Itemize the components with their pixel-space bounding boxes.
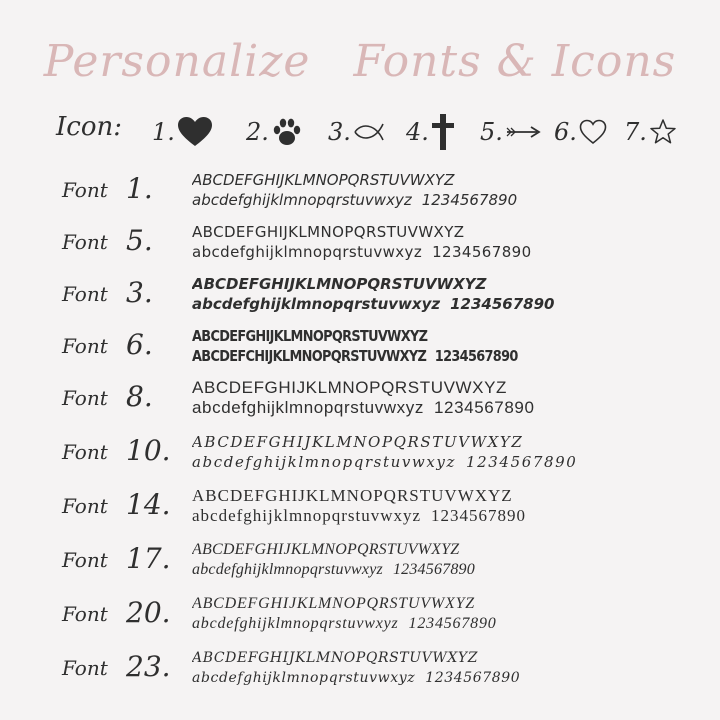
font-number: 23. [126, 650, 171, 683]
icon-option-1[interactable] [152, 110, 213, 154]
font-sample [192, 326, 629, 366]
arrow-icon [505, 124, 541, 140]
icon-option-2[interactable] [246, 110, 303, 154]
sample-digits: 1234567890 [431, 506, 527, 525]
icon-number: 1. [152, 118, 175, 146]
icon-number: 5. [480, 118, 503, 146]
sample-lowercase: abcdefghijklmnopqrstuvwxyz [192, 398, 424, 417]
icon-option-5[interactable] [480, 110, 541, 154]
font-label: Font [62, 602, 108, 626]
font-row-20[interactable] [60, 594, 700, 648]
sample-lowercase: abcdefghijklmnopqrstuvwxyz [192, 670, 416, 686]
sample-digits: 1234567890 [466, 453, 578, 471]
sample-digits: 1234567890 [432, 243, 532, 261]
sample-digits: 1234567890 [421, 191, 518, 209]
font-number: 17. [126, 542, 171, 575]
font-label: Font [62, 282, 108, 306]
font-label: Font [62, 656, 108, 680]
font-number: 10. [126, 434, 171, 467]
font-number: 1. [126, 172, 153, 205]
sample-lowercase: abcdefghijklmnopqrstuvwxyz [192, 191, 412, 209]
font-number: 6. [126, 328, 153, 361]
title-word-fonts-icons: Fonts & Icons [353, 36, 677, 87]
font-number: 8. [126, 380, 153, 413]
font-row-5[interactable] [60, 222, 700, 276]
font-sample [192, 540, 700, 580]
font-label: Font [62, 548, 108, 572]
sample-uppercase: ABCDEFGHIJKLMNOPQRSTUVWXYZ [192, 378, 508, 397]
font-sample [192, 486, 700, 526]
font-number: 20. [126, 596, 171, 629]
font-label: Font [62, 230, 108, 254]
sample-uppercase: ABCDEFGHIJKLMNOPQRSTUVWXYZ [192, 327, 428, 345]
cross-icon [431, 113, 455, 151]
font-label: Font [62, 440, 108, 464]
icon-option-6[interactable] [554, 110, 607, 154]
icon-option-3[interactable] [328, 110, 391, 154]
sample-lowercase: ABCDEFCHIJKLMNOPQRSTUVWXYZ [192, 347, 427, 365]
sample-digits: 1234567890 [434, 347, 518, 365]
font-sample [192, 378, 700, 418]
font-sample [192, 648, 700, 688]
font-sample [192, 222, 700, 262]
title-word-personalize: Personalize [43, 36, 311, 87]
icon-number: 6. [554, 118, 577, 146]
sample-uppercase: ABCDEFGHIJKLMNOPQRSTUVWXYZ [192, 171, 455, 189]
font-label: Font [62, 178, 108, 202]
font-row-14[interactable] [60, 486, 700, 540]
font-sample [192, 170, 700, 210]
sample-uppercase: ABCDEFGHIJKLMNOPQRSTUVWXYZ [192, 541, 460, 558]
icon-number: 2. [246, 118, 269, 146]
font-label: Font [62, 386, 108, 410]
paw-icon [271, 116, 303, 148]
icon-option-7[interactable] [624, 110, 677, 154]
heart-filled-icon [177, 116, 213, 148]
heart-outline-icon [579, 119, 607, 145]
page-title [0, 36, 720, 87]
sample-uppercase: ABCDEFGHIJKLMNOPQRSTUVWXYZ [192, 275, 487, 293]
font-number: 14. [126, 488, 171, 521]
font-row-6[interactable] [60, 326, 700, 380]
icon-label: Icon: [56, 112, 122, 142]
font-row-17[interactable] [60, 540, 700, 594]
sample-digits: 1234567890 [392, 561, 475, 578]
font-sample [192, 432, 700, 472]
font-row-10[interactable] [60, 432, 700, 486]
sample-lowercase: abcdefghijklmnopqrstuvwxyz [192, 561, 383, 578]
sample-lowercase: abcdefghijklmnopqrstuvwxyz [192, 295, 441, 313]
sample-uppercase: ABCDEFGHIJKLMNOPQRSTUVWXYZ [192, 433, 524, 451]
font-number: 5. [126, 224, 153, 257]
font-row-3[interactable] [60, 274, 700, 328]
fish-icon [353, 120, 391, 144]
sample-uppercase: ABCDEFGHIJKLMNOPQRSTUVWXYZ [192, 223, 465, 241]
sample-lowercase: abcdefghijklmnopqrstuvwxyz [192, 243, 423, 261]
icon-option-4[interactable] [406, 110, 455, 154]
sample-digits: 1234567890 [450, 295, 555, 313]
font-row-8[interactable] [60, 378, 700, 432]
font-sample [192, 274, 700, 314]
star-outline-icon [649, 118, 677, 146]
sample-digits: 1234567890 [408, 615, 497, 632]
font-label: Font [62, 494, 108, 518]
icon-number: 4. [406, 118, 429, 146]
sample-lowercase: abcdefghijklmnopqrstuvwxyz [192, 453, 456, 471]
font-number: 3. [126, 276, 153, 309]
font-sample [192, 594, 700, 634]
sample-uppercase: ABCDEFGHIJKLMNOPQRSTUVWXYZ [192, 650, 479, 666]
font-row-1[interactable] [60, 170, 700, 224]
icon-options-row [56, 110, 696, 154]
sample-digits: 1234567890 [433, 398, 535, 417]
sample-digits: 1234567890 [425, 670, 521, 686]
sample-uppercase: ABCDEFGHIJKLMNOPQRSTUVWXYZ [192, 486, 513, 505]
sample-lowercase: abcdefghijklmnopqrstuvwxyz [192, 615, 399, 632]
sample-uppercase: ABCDEFGHIJKLMNOPQRSTUVWXYZ [192, 595, 476, 612]
icon-number: 3. [328, 118, 351, 146]
sample-lowercase: abcdefghijklmnopqrstuvwxyz [192, 506, 422, 525]
font-row-23[interactable] [60, 648, 700, 702]
icon-number: 7. [624, 118, 647, 146]
font-label: Font [62, 334, 108, 358]
